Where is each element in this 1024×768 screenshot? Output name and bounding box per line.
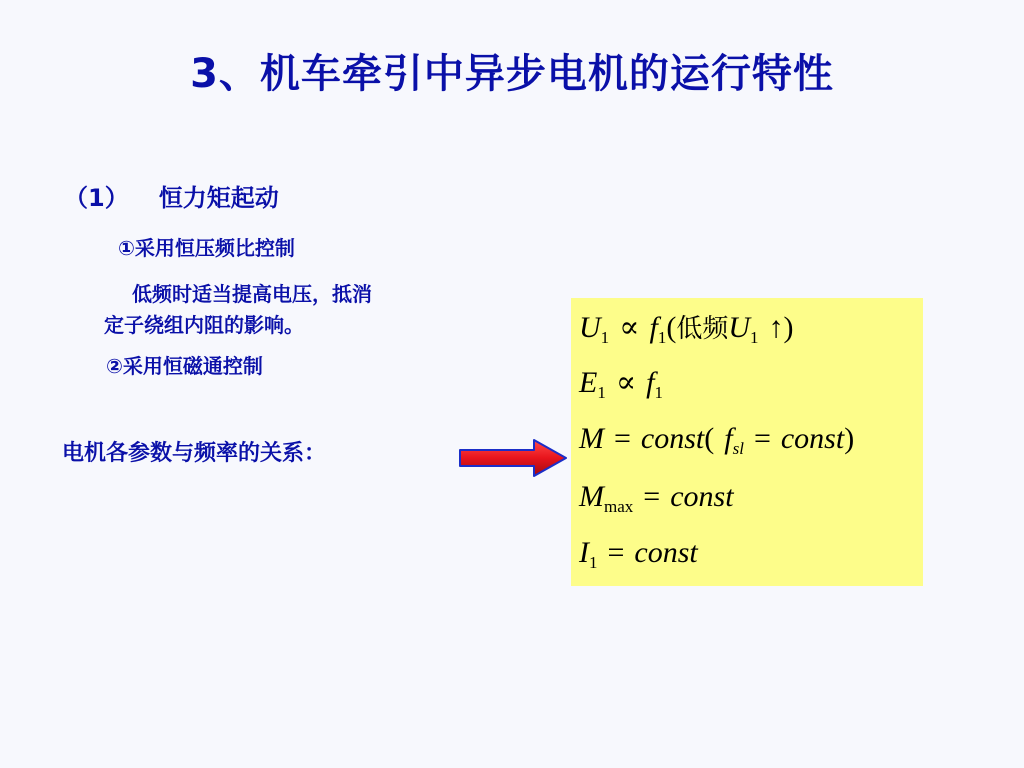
- formula-mmax-const: $M_{max}$ = const: [579, 480, 734, 516]
- formula-m-const: M = const( $f_{sl}$ = const): [579, 422, 855, 458]
- up-arrow-icon: ↑: [768, 311, 784, 344]
- slide-title: 3、机车牵引中异步电机的运行特性: [190, 51, 834, 97]
- section-heading: [64, 178, 279, 213]
- item-1-label: ①采用恒压频比控制: [118, 236, 295, 260]
- section-heading-text: 恒力矩起动: [158, 184, 279, 212]
- item-1-desc-line-2: 定子绕组内阻的影响。: [104, 313, 304, 337]
- red-arrow-icon: [458, 438, 570, 478]
- section-number: （1）: [64, 184, 129, 212]
- item-1-desc-line-1: 低频时适当提高电压，抵消: [132, 282, 372, 306]
- formula-i1-const: $I_1$ = const: [579, 536, 698, 572]
- formula-u1-proportional-f1: $U_1 \propto f_1$(低频$U_1$ ↑): [579, 311, 794, 347]
- formula-e1-proportional-f1: $E_1 \propto f_1$: [579, 366, 663, 402]
- item-2-label: ②采用恒磁通控制: [106, 354, 263, 378]
- formula-box: [571, 298, 923, 586]
- relation-label: 电机各参数与频率的关系：: [62, 441, 327, 466]
